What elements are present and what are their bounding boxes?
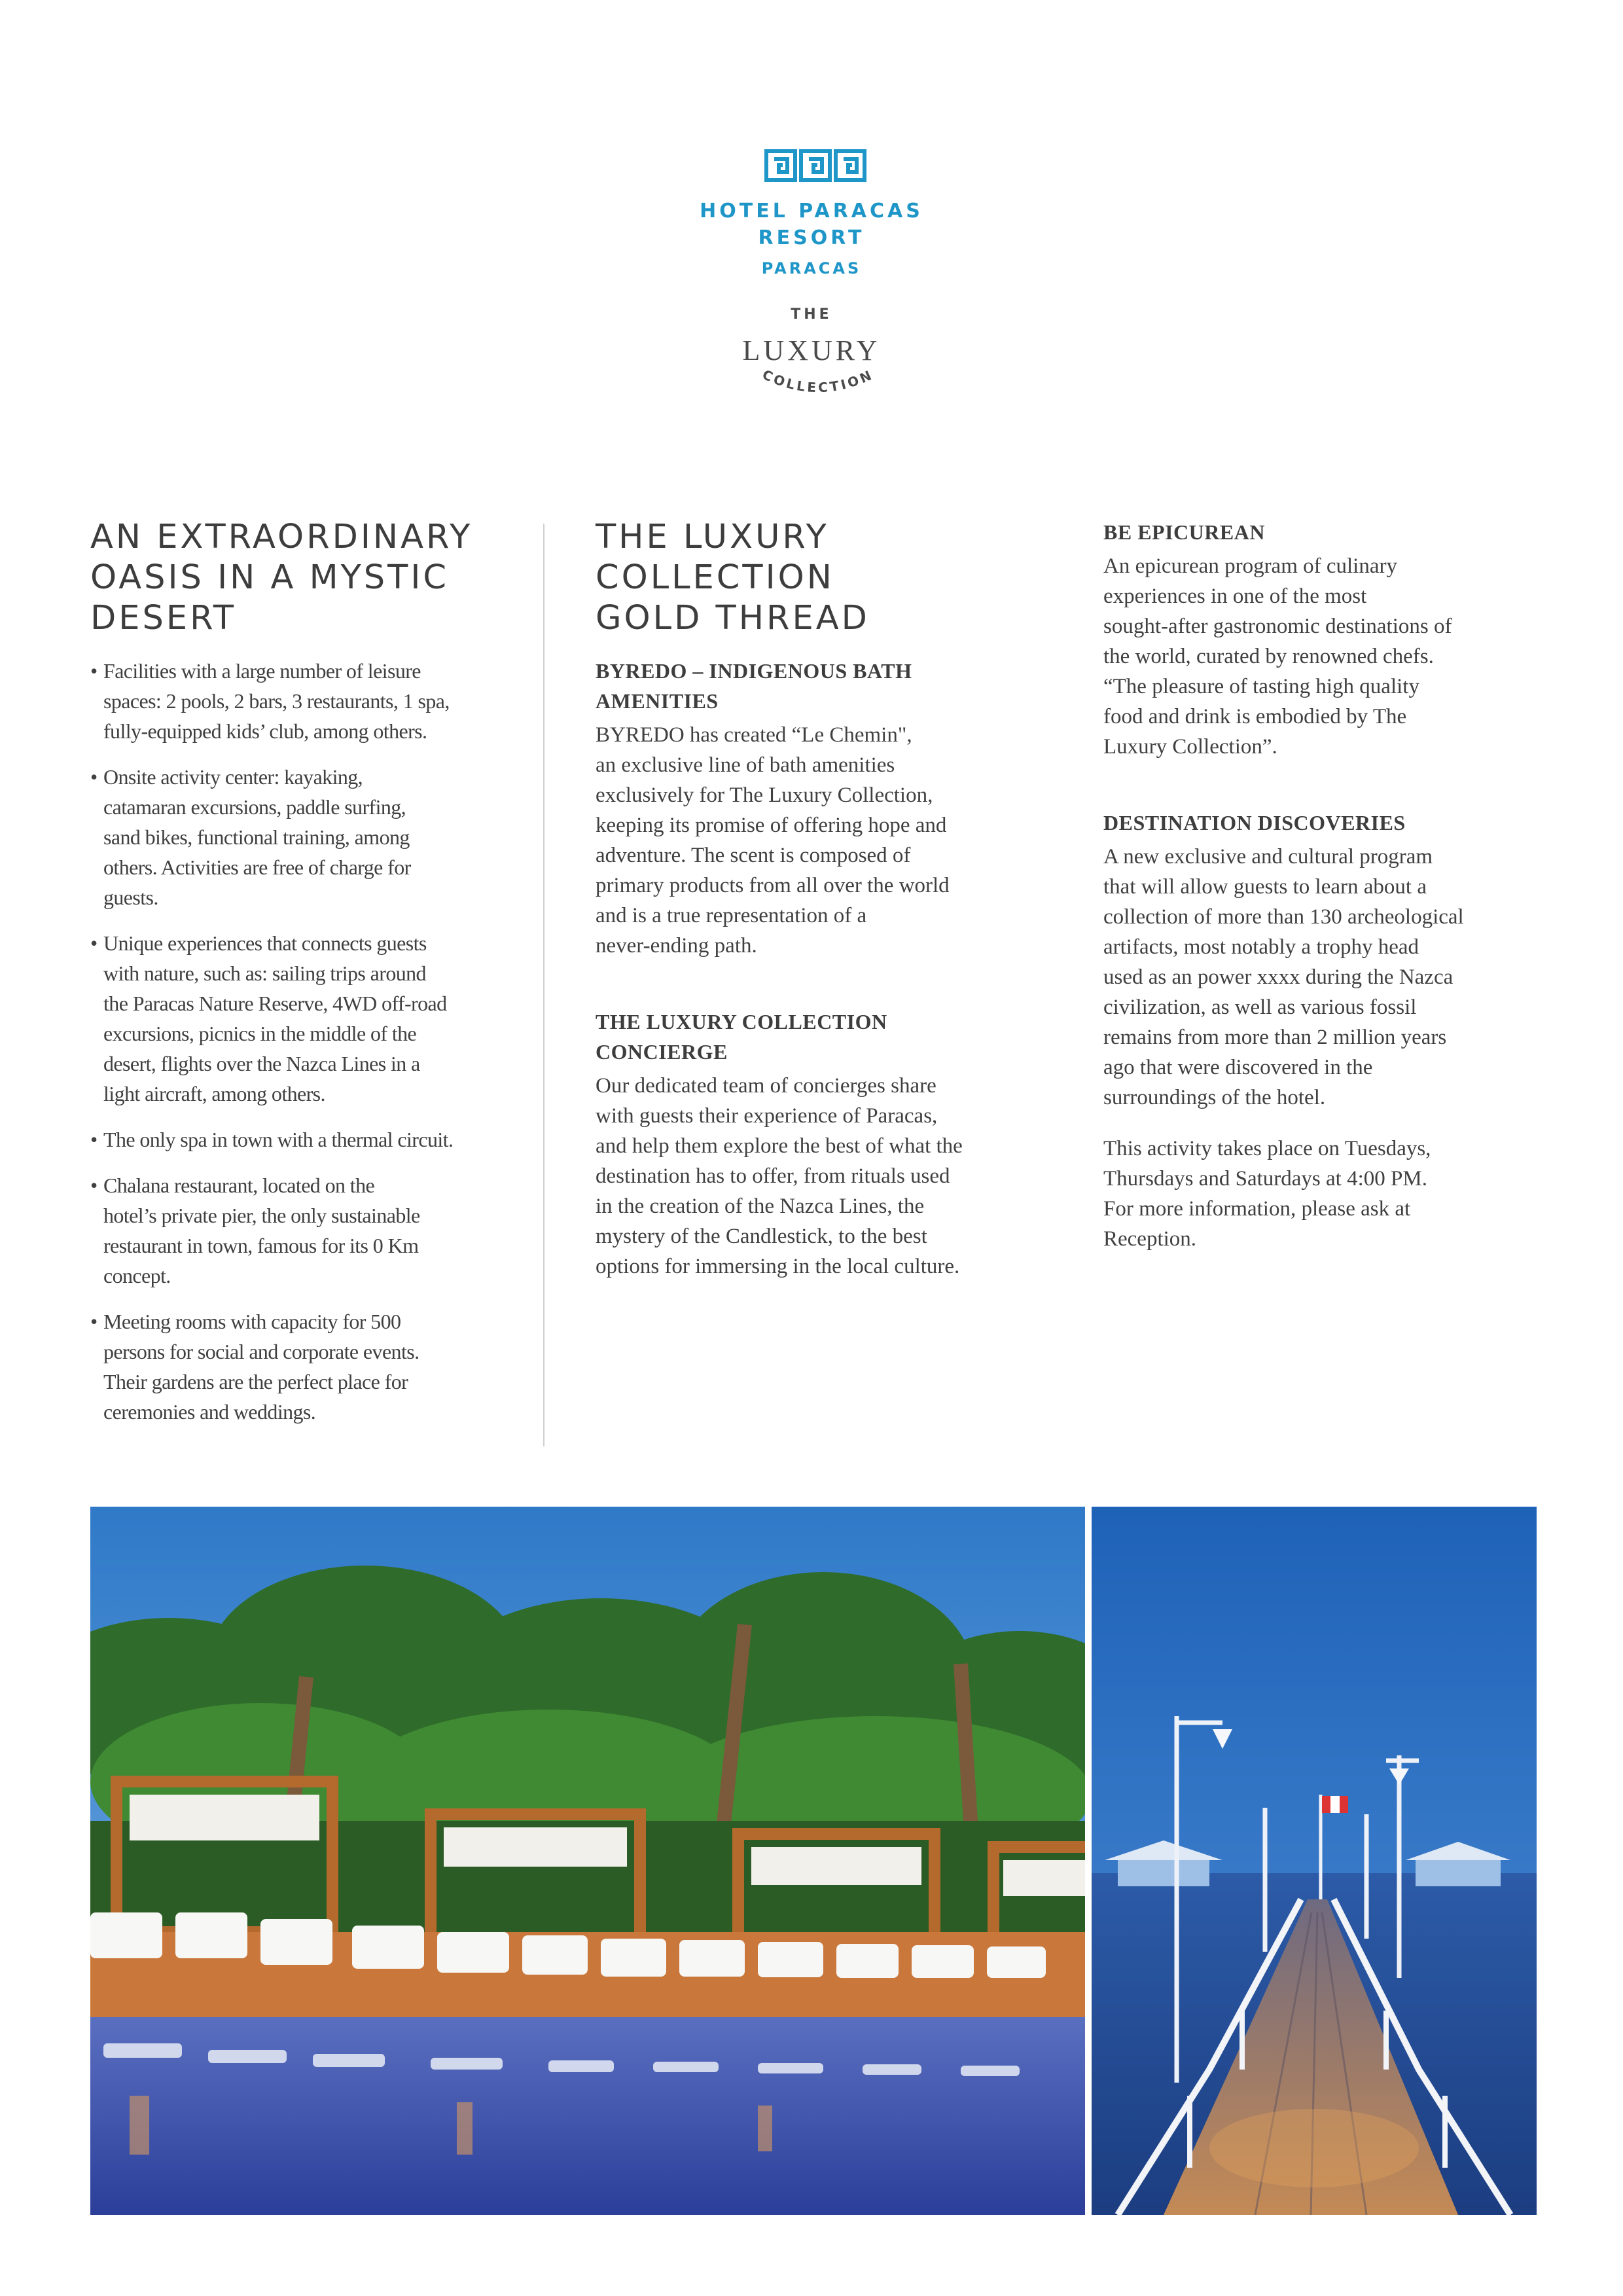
gold-thread-heading: THE LUXURY COLLECTION GOLD THREAD xyxy=(596,518,870,637)
collection-the: THE xyxy=(791,306,832,323)
column-epicurean xyxy=(1103,517,1542,1254)
svg-text:COLLECTION xyxy=(760,367,876,395)
epicurean-title: BE EPICUREAN xyxy=(1103,520,1265,544)
pier-dusk-photo xyxy=(1092,1507,1537,2215)
byredo-title: BYREDO – INDIGENOUS BATH AMENITIES xyxy=(596,659,912,713)
collection-luxury: LUXURY xyxy=(742,334,881,367)
column-gold-thread xyxy=(596,517,1027,1282)
concierge-title: THE LUXURY COLLECTION CONCIERGE xyxy=(596,1010,887,1064)
hotel-name-line1: HOTEL PARACAS xyxy=(700,200,923,223)
greek-key-logo-icon xyxy=(764,149,866,182)
concierge-text: Our dedicated team of concierges share with guests their experience of Paracas, and help them explore the best of what the destination has to offer, from rituals used in the creation of the Nazca Lines, the mystery of the Candlestick, to the best options for immersing in the local culture. xyxy=(596,1074,963,1278)
collection-arc-text xyxy=(740,367,897,406)
epicurean-text: An epicurean program of culinary experiences in one of the most sought-after gastronomic destinations of the world, curated by renowned chefs. “The pleasure of tasting high quality food and drink is embodied by The Luxury Collection”. xyxy=(1103,554,1452,759)
pool-scene-illustration xyxy=(90,1507,1085,2215)
byredo-text: BYREDO has created “Le Chemin", an exclusive line of bath amenities exclusively for The Luxury Collection, keeping its promise of offering hope and adventure. The scent is composed of primary products from all over the world and is a true representation of a never-ending path. xyxy=(596,723,950,958)
discoveries-title: DESTINATION DISCOVERIES xyxy=(1103,811,1406,834)
list-item: • Meeting rooms with capacity for 500 persons for social and corporate events. Their gardens are the perfect place for ceremonies and weddings. xyxy=(90,1310,419,1424)
list-item: • Onsite activity center: kayaking, catamaran excursions, paddle surfing, sand bikes, functional training, among others. Activities are free of charge for guests. xyxy=(90,765,411,909)
pier-scene-illustration xyxy=(1092,1507,1537,2215)
schedule-text: This activity takes place on Tuesdays, Thursdays and Saturdays at 4:00 PM. For more information, please ask at Reception. xyxy=(1103,1137,1431,1251)
hotel-name-line2: RESORT xyxy=(758,226,865,249)
list-item: • Chalana restaurant, located on the hotel’s private pier, the only sustainable restaurant in town, famous for its 0 Km concept. xyxy=(90,1174,420,1287)
list-item: • Facilities with a large number of leisure spaces: 2 pools, 2 bars, 3 restaurants, 1 spa, fully-equipped kids’ club, among others. xyxy=(90,659,450,743)
column-divider xyxy=(543,524,544,1446)
facilities-list xyxy=(90,656,509,1427)
list-item: • Unique experiences that connects guests with nature, such as: sailing trips around the Paracas Nature Reserve, 4WD off-road excursions, picnics in the middle of the desert, flights over the Nazca Lines in a light aircraft, among others. xyxy=(90,931,447,1105)
hotel-location: PARACAS xyxy=(761,259,862,278)
column-oasis xyxy=(90,517,509,1443)
list-item: • The only spa in town with a thermal circuit. xyxy=(90,1128,454,1151)
pool-cabanas-photo xyxy=(90,1507,1085,2215)
collection-word: COLLECTION xyxy=(760,367,876,396)
discoveries-text: A new exclusive and cultural program that will allow guests to learn about a collection of more than 130 archeological artifacts, most notably a trophy head used as an power xxxx during the Nazca civilization, as well as various fossil remains from more than 2 million years ago that were discovered in the surroundings of the hotel. xyxy=(1103,845,1464,1109)
oasis-heading: AN EXTRAORDINARY OASIS IN A MYSTIC DESERT xyxy=(90,518,473,637)
